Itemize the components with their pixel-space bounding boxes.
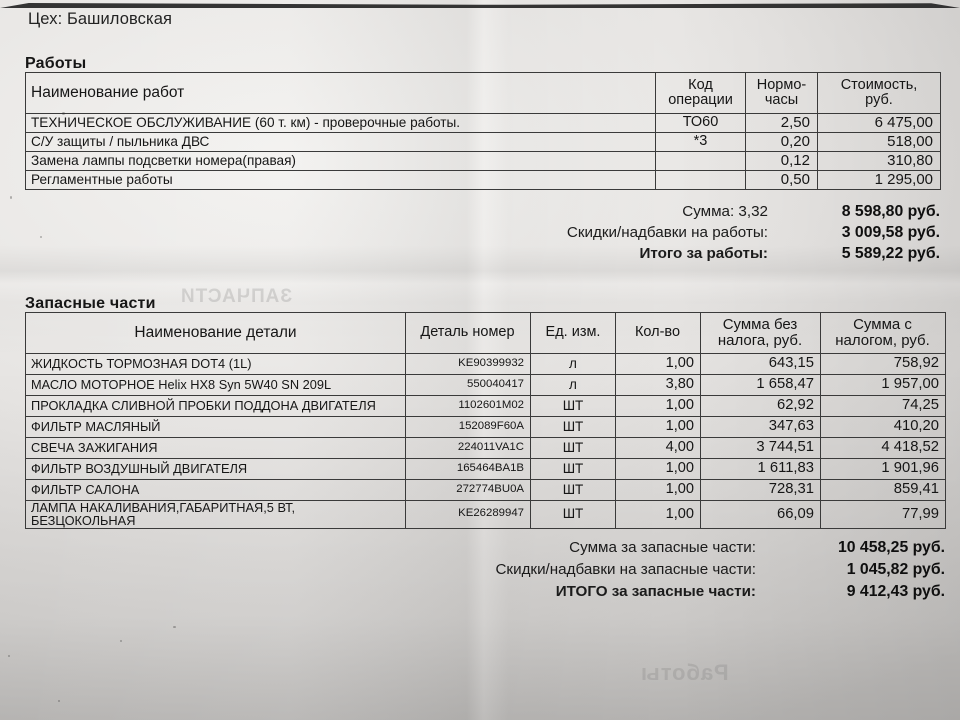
- paper-top-edge: [0, 0, 960, 9]
- parts-total-value: 10 458,25 руб.: [837, 539, 945, 556]
- work-hours: 0,20: [746, 133, 818, 152]
- works-total-value: 5 589,22 руб.: [841, 245, 940, 262]
- table-row: [26, 480, 946, 501]
- part-sum-with-tax: 410,20: [821, 417, 946, 438]
- parts-header-sum-no-tax-line1: Сумма без: [722, 316, 798, 334]
- parts-total-row: [330, 561, 945, 583]
- parts-total-row: [330, 539, 945, 561]
- works-header-cost: [818, 73, 941, 114]
- work-code: *3: [656, 133, 746, 152]
- part-qty: 3,80: [616, 375, 701, 396]
- part-qty: 1,00: [616, 417, 701, 438]
- part-number: KE26289947: [406, 501, 531, 529]
- works-header-code-line2: операции: [668, 92, 733, 108]
- part-sum-with-tax: 859,41: [821, 480, 946, 501]
- parts-total-value: 9 412,43 руб.: [846, 583, 945, 600]
- part-sum-with-tax: 1 957,00: [821, 375, 946, 396]
- table-row: [26, 114, 941, 133]
- part-name: ФИЛЬТР САЛОНА: [26, 480, 406, 501]
- work-name: С/У защиты / пыльника ДВС: [26, 133, 656, 152]
- part-unit: ШТ: [531, 459, 616, 480]
- part-number: 224011VA1C: [406, 438, 531, 459]
- table-row: [26, 133, 941, 152]
- work-code: [656, 171, 746, 190]
- works-header-code: [656, 73, 746, 114]
- part-sum-with-tax: 758,92: [821, 354, 946, 375]
- works-section-title: Работы: [25, 55, 87, 72]
- works-total-row: [380, 245, 940, 266]
- works-total-label: Итого за работы:: [639, 245, 768, 262]
- part-qty: 1,00: [616, 459, 701, 480]
- parts-total-label: Сумма за запасные части:: [569, 539, 756, 556]
- shop-line: Цех: Башиловская: [28, 10, 173, 28]
- part-number: 550040417: [406, 375, 531, 396]
- works-total-label: Сумма: 3,32: [682, 203, 768, 220]
- parts-table-header-row: [26, 313, 946, 354]
- part-unit: ШТ: [531, 396, 616, 417]
- part-sum-no-tax: 643,15: [701, 354, 821, 375]
- work-cost: 1 295,00: [818, 171, 941, 190]
- parts-header-number: Деталь номер: [406, 313, 531, 354]
- work-hours: 0,12: [746, 152, 818, 171]
- works-table-header-row: [26, 73, 941, 114]
- works-total-value: 8 598,80 руб.: [841, 203, 940, 220]
- part-unit: ШТ: [531, 501, 616, 529]
- work-name: Регламентные работы: [26, 171, 656, 190]
- work-code: ТО60: [656, 114, 746, 133]
- work-hours: 0,50: [746, 171, 818, 190]
- part-unit: ШТ: [531, 417, 616, 438]
- part-number: 272774BU0A: [406, 480, 531, 501]
- part-number: 165464BA1B: [406, 459, 531, 480]
- part-name: ЖИДКОСТЬ ТОРМОЗНАЯ DOT4 (1L): [26, 354, 406, 375]
- part-sum-with-tax: 74,25: [821, 396, 946, 417]
- work-hours: 2,50: [746, 114, 818, 133]
- part-name: ПРОКЛАДКА СЛИВНОЙ ПРОБКИ ПОДДОНА ДВИГАТЕЛЯ: [26, 396, 406, 417]
- works-totals: [380, 203, 940, 266]
- works-header-cost-line1: Стоимость,: [840, 76, 918, 93]
- table-row: [26, 396, 946, 417]
- part-sum-no-tax: 1 611,83: [701, 459, 821, 480]
- part-sum-with-tax: 4 418,52: [821, 438, 946, 459]
- part-unit: ШТ: [531, 480, 616, 501]
- work-cost: 6 475,00: [818, 114, 941, 133]
- work-code: [656, 152, 746, 171]
- works-total-row: [380, 203, 940, 224]
- part-number: 152089F60A: [406, 417, 531, 438]
- works-header-hours-line2: часы: [764, 92, 799, 108]
- part-sum-no-tax: 62,92: [701, 396, 821, 417]
- part-name: МАСЛО МОТОРНОЕ Helix HX8 Syn 5W40 SN 209L: [26, 375, 406, 396]
- table-row: [26, 417, 946, 438]
- part-qty: 1,00: [616, 501, 701, 529]
- part-sum-no-tax: 3 744,51: [701, 438, 821, 459]
- works-header-hours: [746, 73, 818, 114]
- ghost-bleed-through-text-2: Работы: [640, 660, 729, 685]
- works-total-label: Скидки/надбавки на работы:: [566, 224, 768, 241]
- works-header-name: Наименование работ: [26, 73, 656, 114]
- part-qty: 4,00: [616, 438, 701, 459]
- work-cost: 310,80: [818, 152, 941, 171]
- part-qty: 1,00: [616, 480, 701, 501]
- table-row: [26, 501, 946, 529]
- part-number: 1102601M02: [406, 396, 531, 417]
- part-name: ФИЛЬТР ВОЗДУШНЫЙ ДВИГАТЕЛЯ: [26, 459, 406, 480]
- table-row: [26, 438, 946, 459]
- works-header-code-line1: Код: [688, 76, 713, 93]
- part-name: ЛАМПА НАКАЛИВАНИЯ,ГАБАРИТНАЯ,5 ВТ, БЕЗЦОКОЛЬНАЯ: [26, 501, 406, 529]
- parts-header-sum-no-tax-line2: налога, руб.: [717, 332, 803, 349]
- part-sum-with-tax: 77,99: [821, 501, 946, 529]
- parts-header-sum-with-tax-line2: налогом, руб.: [835, 332, 930, 349]
- part-name: СВЕЧА ЗАЖИГАНИЯ: [26, 438, 406, 459]
- parts-table: [25, 312, 946, 529]
- part-sum-no-tax: 66,09: [701, 501, 821, 529]
- parts-totals: [330, 539, 945, 605]
- works-table: [25, 72, 941, 190]
- part-sum-no-tax: 728,31: [701, 480, 821, 501]
- part-number: KE90399932: [406, 354, 531, 375]
- part-qty: 1,00: [616, 396, 701, 417]
- table-row: [26, 375, 946, 396]
- work-name: Замена лампы подсветки номера(правая): [26, 152, 656, 171]
- parts-total-label: ИТОГО за запасные части:: [555, 583, 756, 600]
- table-row: [26, 459, 946, 480]
- work-cost: 518,00: [818, 133, 941, 152]
- work-name: ТЕХНИЧЕСКОЕ ОБСЛУЖИВАНИЕ (60 т. км) - проверочные работы.: [26, 114, 656, 133]
- parts-header-sum-with-tax: [821, 313, 946, 354]
- parts-header-sum-with-tax-line1: Сумма с: [853, 316, 912, 334]
- parts-section-title: Запасные части: [25, 295, 156, 312]
- part-unit: ШТ: [531, 438, 616, 459]
- part-unit: л: [531, 375, 616, 396]
- works-total-value: 3 009,58 руб.: [841, 224, 940, 241]
- parts-header-sum-no-tax: [701, 313, 821, 354]
- part-sum-no-tax: 347,63: [701, 417, 821, 438]
- works-header-cost-line2: руб.: [865, 92, 893, 108]
- parts-total-value: 1 045,82 руб.: [846, 561, 945, 578]
- table-row: [26, 354, 946, 375]
- parts-header-unit: Ед. изм.: [531, 313, 616, 354]
- works-header-hours-line1: Нормо-: [756, 76, 807, 93]
- part-qty: 1,00: [616, 354, 701, 375]
- ghost-bleed-through-text-1: ЗАПЧАСТИ: [180, 286, 293, 307]
- part-name: ФИЛЬТР МАСЛЯНЫЙ: [26, 417, 406, 438]
- table-row: [26, 171, 941, 190]
- table-row: [26, 152, 941, 171]
- works-total-row: [380, 224, 940, 245]
- parts-total-row: [330, 583, 945, 605]
- part-sum-with-tax: 1 901,96: [821, 459, 946, 480]
- part-sum-no-tax: 1 658,47: [701, 375, 821, 396]
- parts-header-name: Наименование детали: [26, 313, 406, 354]
- part-unit: л: [531, 354, 616, 375]
- parts-header-qty: Кол-во: [616, 313, 701, 354]
- parts-total-label: Скидки/надбавки на запасные части:: [495, 561, 756, 578]
